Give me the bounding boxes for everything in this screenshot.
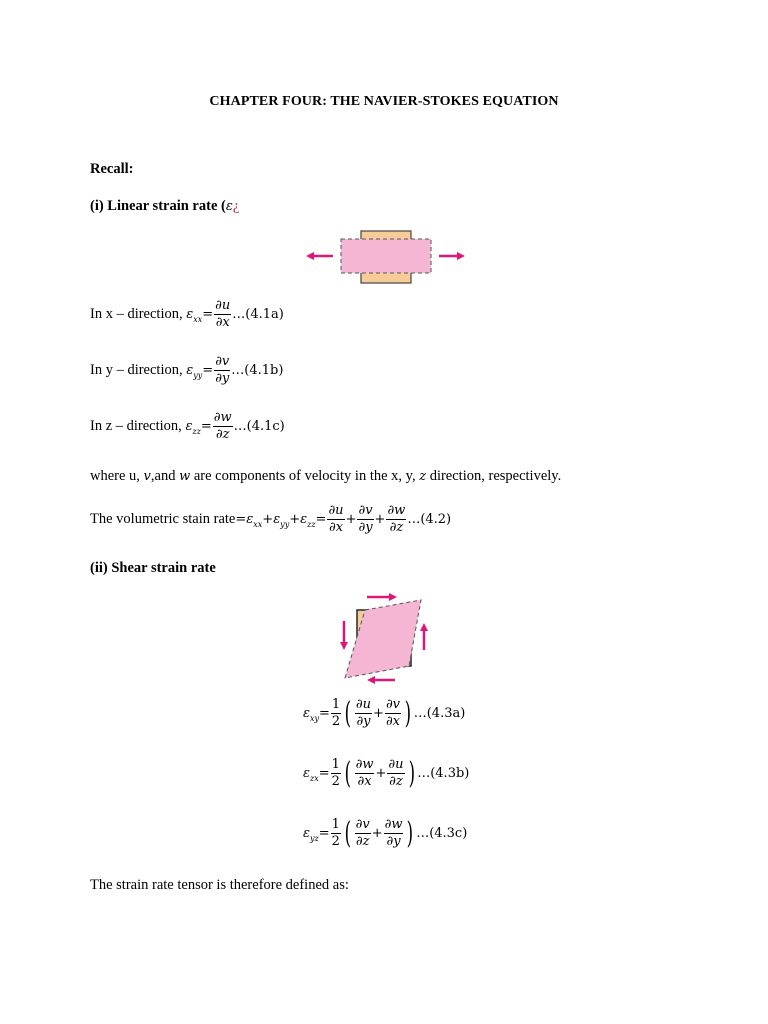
half-num: 1 (331, 697, 341, 712)
where-var-z: z (419, 469, 427, 484)
eq-prefix: In z – direction, (90, 417, 186, 434)
eq-sub: yz (309, 833, 319, 843)
eq-tag: …(4.3c) (416, 825, 468, 841)
frac-num: ∂w (384, 817, 403, 832)
half-den: 2 (331, 834, 340, 849)
eq-tag: …(4.1c) (233, 418, 285, 434)
eq-4-3b: $\varepsilon_{zx}=$ $\frac{1}{2}$ ( $\frac{\partial w}{\partial x}$ + $\frac{\partial u}{\partial z}$ ) …(4.3b) (303, 755, 470, 791)
epsilon-symbol: ε (225, 199, 233, 214)
frac-num: ∂u (355, 697, 372, 712)
eq-4-3a: $\varepsilon_{xy}=$ $\frac{1}{2}$ ( $\frac{\partial u}{\partial y}$ + $\frac{\partial v}{\partial x}$ ) …(4.3a) (303, 695, 466, 731)
eq-sub: xx (193, 314, 203, 324)
frac-den: ∂z (215, 427, 230, 442)
half-den: 2 (331, 714, 341, 729)
eq-tag: …(4.1a) (232, 306, 284, 322)
where-text-a: where u, (90, 468, 144, 484)
recall-heading: Recall: (90, 161, 134, 177)
eq-4-1b: In y – direction, $\varepsilon_{yy}=$ $\frac{\partial v}{\partial y}$ …(4.1b) (90, 354, 284, 386)
frac-num: ∂u (328, 503, 344, 518)
half-den: 2 (331, 774, 340, 789)
frac-num: ∂v (355, 817, 370, 832)
half-num: 1 (331, 757, 340, 772)
frac-den: ∂y (356, 714, 371, 729)
eq-4-3c: $\varepsilon_{yz}=$ $\frac{1}{2}$ ( $\frac{\partial v}{\partial z}$ + $\frac{\partial w}{\partial y}$ ) …(4.3c) (303, 815, 468, 851)
eq-sub: zz (192, 426, 201, 436)
frac-den: ∂y (358, 520, 373, 535)
frac-num: ∂w (387, 503, 406, 518)
frac-den: ∂x (328, 520, 344, 535)
linear-strain-heading (90, 198, 239, 215)
eq-sub: zx (309, 773, 319, 783)
shear-strain-heading: (ii) Shear strain rate (90, 560, 216, 576)
broken-glyph: ¿ (232, 198, 240, 214)
eq-prefix: In y – direction, (90, 361, 187, 378)
frac-den: ∂y (386, 834, 401, 849)
eq-sub: xy (309, 713, 320, 723)
eq-prefix: In x – direction, (90, 305, 187, 322)
where-text-b: ,and (150, 468, 180, 484)
page-title: CHAPTER FOUR: THE NAVIER-STOKES EQUATION (209, 94, 559, 109)
eq-tag: …(4.3a) (413, 705, 466, 721)
shear-strain-figure (335, 588, 435, 688)
frac-num: ∂u (215, 298, 231, 313)
frac-num: ∂w (213, 410, 232, 425)
frac-num: ∂w (355, 757, 374, 772)
where-text-d: direction, respectively. (426, 468, 562, 484)
frac-den: ∂y (215, 371, 230, 386)
frac-den: ∂x (215, 315, 230, 330)
frac-den: ∂z (355, 834, 370, 849)
frac-den: ∂z (389, 520, 404, 535)
where-paragraph (90, 468, 561, 485)
frac-den: ∂x (357, 774, 372, 789)
frac-den: ∂z (389, 774, 403, 789)
eq-4-1c: In z – direction, $\varepsilon_{zz}=$ $\frac{\partial w}{\partial z}$ …(4.1c) (90, 410, 285, 442)
eq-tag: …(4.3b) (417, 765, 470, 781)
where-var-w: w (179, 469, 191, 484)
frac-den: ∂x (385, 714, 400, 729)
linear-strain-figure (300, 225, 470, 287)
eq-4-2: The volumetric stain $rate=\varepsilon_{xx}+\varepsilon_{yy}+\varepsilon_{zz}=$ $\frac{\partial u}{\partial x}$ + $\frac{\partial v}{\partial y}$ + $\frac{\partial w}{\partial z}$ …(4.2) (90, 503, 452, 535)
frac-num: ∂v (215, 354, 230, 369)
where-text-c: are components of velocity in the x, y, (190, 468, 420, 484)
frac-num: ∂v (358, 503, 373, 518)
linear-strain-heading-text: (i) Linear strain rate ( (90, 198, 226, 214)
eq-4-1a: In x – direction, $\varepsilon_{xx}=$ $\frac{\partial u}{\partial x}$ …(4.1a) (90, 298, 284, 330)
frac-num: ∂v (385, 697, 401, 712)
where-var-v: v (143, 469, 151, 484)
frac-num: ∂u (388, 757, 404, 772)
eq-sub: yy (193, 370, 203, 380)
eq-tag: …(4.2) (407, 511, 452, 527)
tensor-intro-text: The strain rate tensor is therefore defined as: (90, 877, 349, 893)
volumetric-prefix: The volumetric stain rate (90, 510, 236, 527)
half-num: 1 (331, 817, 340, 832)
eq-tag: …(4.1b) (231, 362, 284, 378)
